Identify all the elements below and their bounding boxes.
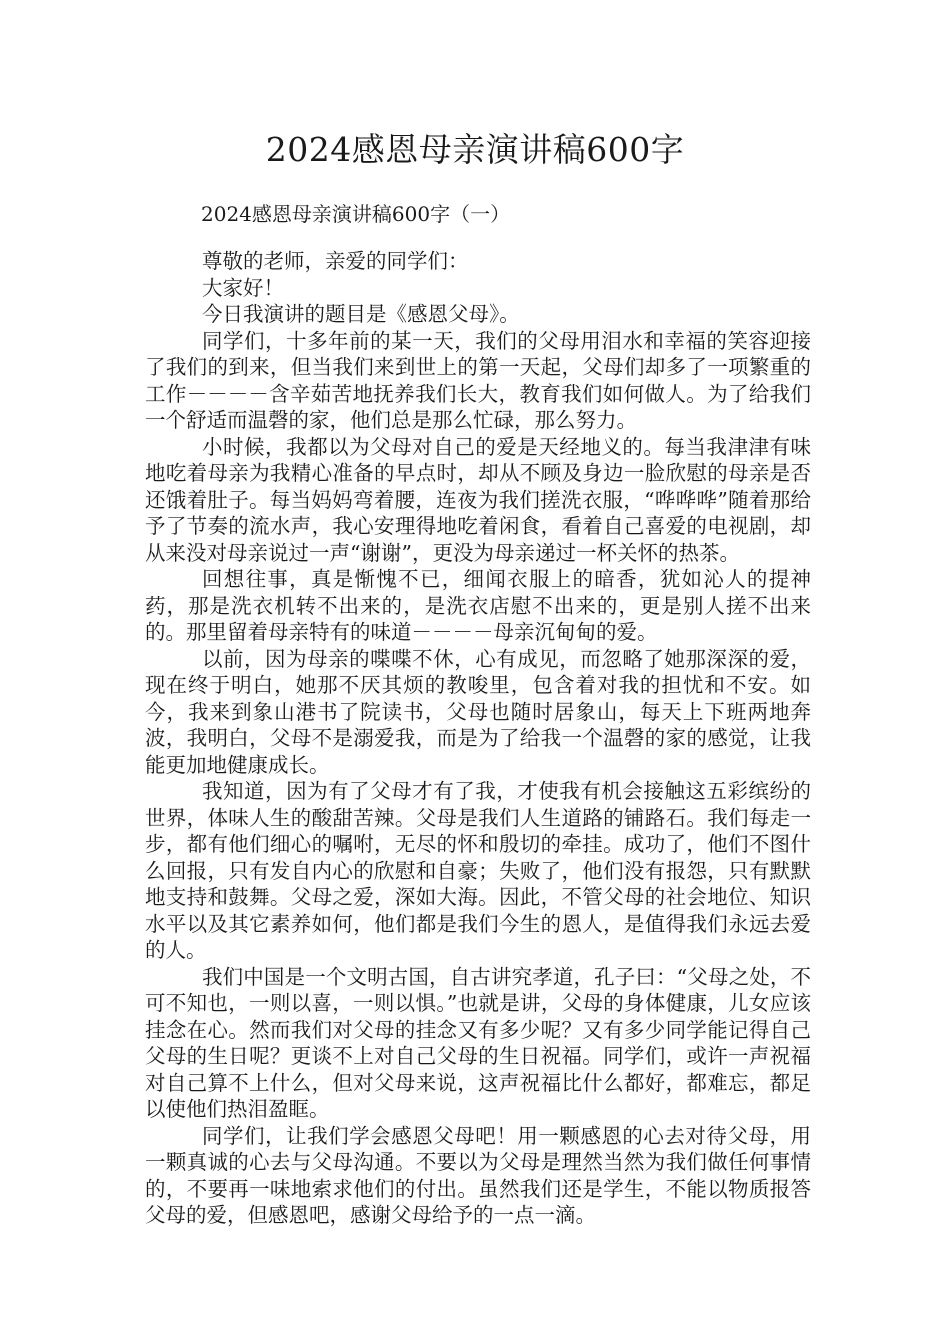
paragraph: 以前，因为母亲的喋喋不休，心有成见，而忽略了她那深深的爱，现在终于明白，她那不厌其烦的教唆里，包含着对我的担忧和不安。如今，我来到象山港书了院读书，父母也随时居象山，每天上下班两地奔波，我明白，父母不是溺爱我，而是为了给我一个温磬的家的感觉，让我能更加地健康成长。 — [145, 646, 811, 777]
speech-intro: 今日我演讲的题目是《感恩父母》。 — [202, 302, 520, 326]
paragraph: 同学们，让我们学会感恩父母吧！用一颗感恩的心去对待父母，用一颗真诚的心去与父母沟通。不要以为父母是理然当然为我们做任何事情的，不要再一味地索求他们的付出。虽然我们还是学生，不能以物质报答父母的爱，但感恩吧，感谢父母给予的一点一滴。 — [145, 1123, 811, 1227]
paragraph: 回想往事，真是惭愧不已，细闻衣服上的暗香，犹如沁人的提神药，那是洗衣机转不出来的，是洗衣店慰不出来的，更是别人搓不出来的。那里留着母亲特有的味道－－－－母亲沉甸甸的爱。 — [145, 567, 811, 644]
salutation: 尊敬的老师，亲爱的同学们： — [202, 249, 469, 273]
paragraph: 小时候，我都以为父母对自己的爱是天经地义的。每当我津津有味地吃着母亲为我精心准备的早点时，却从不顾及身边一脸欣慰的母亲是否还饿着肚子。每当妈妈弯着腰，连夜为我们搓洗衣服，“哗哗哗”随着那给予了节奏的流水声，我心安理得地吃着闲食，看着自己喜爱的电视剧，却从来没对母亲说过一声“谢谢”，更没为母亲递过一杯关怀的热茶。 — [145, 434, 811, 565]
paragraph: 我们中国是一个文明古国，自古讲究孝道，孔子曰：“父母之处，不可不知也，一则以喜，一则以惧。”也就是讲，父母的身体健康，儿女应该挂念在心。然而我们对父母的挂念又有多少呢？又有多少同学能记得自己父母的生日呢？更谈不上对自己父母的生日祝福。同学们，或许一声祝福对自己算不上什么，但对父母来说，这声祝福比什么都好，都难忘，都足以使他们热泪盈眶。 — [145, 964, 811, 1121]
paragraph: 我知道，因为有了父母才有了我，才使我有机会接触这五彩缤纷的世界，体味人生的酸甜苦辣。父母是我们人生道路的铺路石。我们每走一步，都有他们细心的嘱咐，无尽的怀和殷切的牵挂。成功了，他们不图什么回报，只有发自内心的欣慰和自豪；失败了，他们没有报怨，只有默默地支持和鼓舞。父母之爱，深如大海。因此，不管父母的社会地位、知识水平以及其它素养如何，他们都是我们今生的恩人，是值得我们永远去爱的人。 — [145, 779, 811, 962]
speech-body — [145, 248, 811, 1229]
speech-subtitle: 2024感恩母亲演讲稿600字（一） — [201, 202, 511, 226]
document-title: 2024感恩母亲演讲稿600字 — [265, 130, 685, 169]
paragraph: 同学们，十多年前的某一天，我们的父母用泪水和幸福的笑容迎接了我们的到来，但当我们来到世上的第一天起，父母们却多了一项繁重的工作－－－－含辛茹苦地抚养我们长大，教育我们如何做人。为了给我们一个舒适而温磬的家，他们总是那么忙碌，那么努力。 — [145, 328, 811, 432]
greeting: 大家好！ — [202, 275, 284, 300]
